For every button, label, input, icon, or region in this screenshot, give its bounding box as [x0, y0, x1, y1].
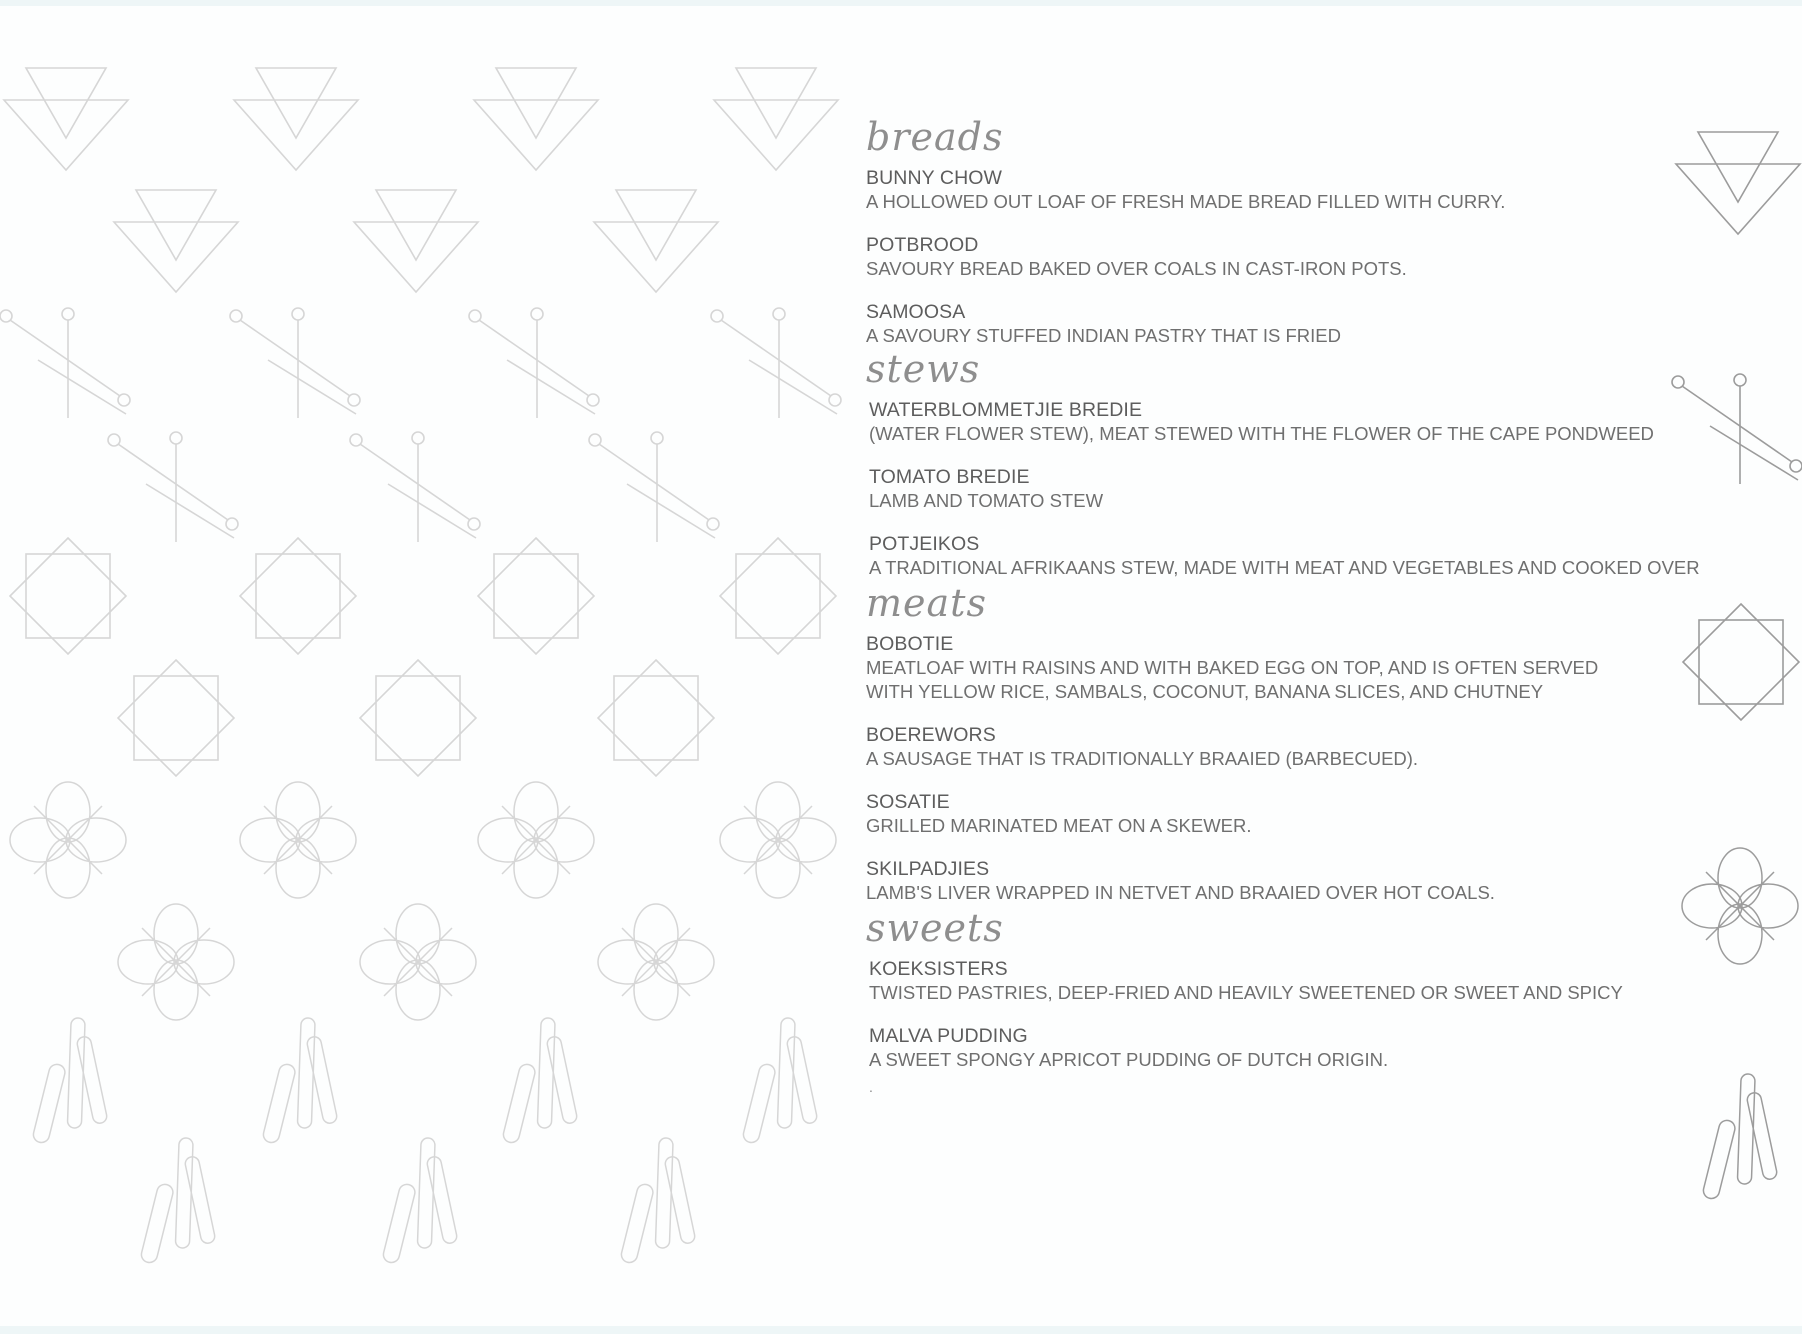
menu-item — [866, 1024, 1686, 1072]
sticks-icon — [32, 1018, 108, 1144]
menu-list — [866, 115, 1700, 1095]
star-square-icon — [118, 660, 234, 776]
menu-item — [866, 632, 1686, 704]
pattern-right — [1672, 132, 1802, 1200]
item-name: BOEREWORS — [866, 724, 996, 746]
pattern-left — [0, 68, 841, 1264]
trailing-mark: . — [869, 1079, 873, 1095]
menu-item — [866, 300, 1686, 348]
pins-icon — [230, 308, 360, 418]
clover-icon — [240, 782, 356, 898]
item-description: MEATLOAF WITH RAISINS AND WITH BAKED EGG ON TOP, AND IS OFTEN SERVED WITH YELLOW RICE, SAMBALS, COCONUT, BANANA SLICES, AND CHUTNEY — [866, 657, 1599, 702]
item-name: BUNNY CHOW — [866, 167, 1003, 189]
star-square-icon — [240, 538, 356, 654]
item-description: (WATER FLOWER STEW), MEAT STEWED WITH THE FLOWER OF THE CAPE PONDWEED — [869, 423, 1654, 444]
triangles-icon — [234, 68, 358, 170]
item-name: WATERBLOMMETJIE BREDIE — [869, 399, 1143, 421]
item-description: LAMB'S LIVER WRAPPED IN NETVET AND BRAAIED OVER HOT COALS. — [866, 882, 1495, 903]
item-description: A SAVOURY STUFFED INDIAN PASTRY THAT IS FRIED — [866, 325, 1341, 346]
star-square-icon — [1683, 604, 1799, 720]
pins-icon — [350, 432, 480, 542]
menu-item — [866, 723, 1686, 771]
clover-icon — [720, 782, 836, 898]
clover-icon — [118, 904, 234, 1020]
menu-item — [866, 166, 1686, 214]
sticks-icon — [262, 1018, 338, 1144]
pins-icon — [0, 308, 130, 418]
item-description: TWISTED PASTRIES, DEEP-FRIED AND HEAVILY SWEETENED OR SWEET AND SPICY — [869, 982, 1623, 1003]
star-square-icon — [598, 660, 714, 776]
clover-icon — [10, 782, 126, 898]
item-description: A SAUSAGE THAT IS TRADITIONALLY BRAAIED (BARBECUED). — [866, 748, 1419, 769]
star-square-icon — [360, 660, 476, 776]
triangles-icon — [594, 190, 718, 292]
item-description: GRILLED MARINATED MEAT ON A SKEWER. — [866, 815, 1252, 836]
triangles-icon — [714, 68, 838, 170]
clover-icon — [598, 904, 714, 1020]
star-square-icon — [10, 538, 126, 654]
item-name: MALVA PUDDING — [869, 1025, 1028, 1047]
clover-icon — [1682, 848, 1798, 964]
section-title-sweets: sweets — [866, 906, 1004, 950]
section-title-breads: breads — [866, 115, 1004, 159]
item-name: BOBOTIE — [866, 633, 954, 655]
triangles-icon — [1676, 132, 1800, 234]
menu-item — [866, 532, 1700, 580]
menu-item — [866, 857, 1686, 905]
item-description: A HOLLOWED OUT LOAF OF FRESH MADE BREAD FILLED WITH CURRY. — [866, 191, 1506, 212]
pins-icon — [711, 308, 841, 418]
pins-icon — [108, 432, 238, 542]
item-description: A TRADITIONAL AFRIKAANS STEW, MADE WITH MEAT AND VEGETABLES AND COOKED OVER — [869, 557, 1700, 578]
section-title-meats: meats — [866, 581, 987, 625]
sticks-icon — [742, 1018, 818, 1144]
clover-icon — [360, 904, 476, 1020]
pins-icon — [469, 308, 599, 418]
star-square-icon — [720, 538, 836, 654]
sticks-icon — [502, 1018, 578, 1144]
item-name: KOEKSISTERS — [869, 958, 1008, 980]
item-name: TOMATO BREDIE — [869, 466, 1030, 488]
menu-item — [866, 233, 1686, 281]
sticks-icon — [382, 1138, 458, 1264]
menu-item — [866, 957, 1686, 1005]
triangles-icon — [114, 190, 238, 292]
item-name: SKILPADJIES — [866, 858, 990, 880]
sticks-icon — [620, 1138, 696, 1264]
sticks-icon — [140, 1138, 216, 1264]
pins-icon — [1672, 374, 1802, 484]
item-name: SOSATIE — [866, 791, 950, 813]
sticks-icon — [1702, 1074, 1778, 1200]
clover-icon — [478, 782, 594, 898]
item-name: SAMOOSA — [866, 301, 966, 323]
item-description: LAMB AND TOMATO STEW — [869, 490, 1104, 511]
menu-item — [866, 465, 1686, 513]
triangles-icon — [354, 190, 478, 292]
section-title-stews: stews — [866, 347, 981, 391]
triangles-icon — [474, 68, 598, 170]
item-description: SAVOURY BREAD BAKED OVER COALS IN CAST-IRON POTS. — [866, 258, 1407, 279]
item-name: POTJEIKOS — [869, 533, 980, 555]
item-description: A SWEET SPONGY APRICOT PUDDING OF DUTCH ORIGIN. — [869, 1049, 1389, 1070]
triangles-icon — [4, 68, 128, 170]
menu-item — [866, 790, 1686, 838]
star-square-icon — [478, 538, 594, 654]
item-name: POTBROOD — [866, 234, 979, 256]
pins-icon — [589, 432, 719, 542]
menu-item — [866, 398, 1686, 446]
